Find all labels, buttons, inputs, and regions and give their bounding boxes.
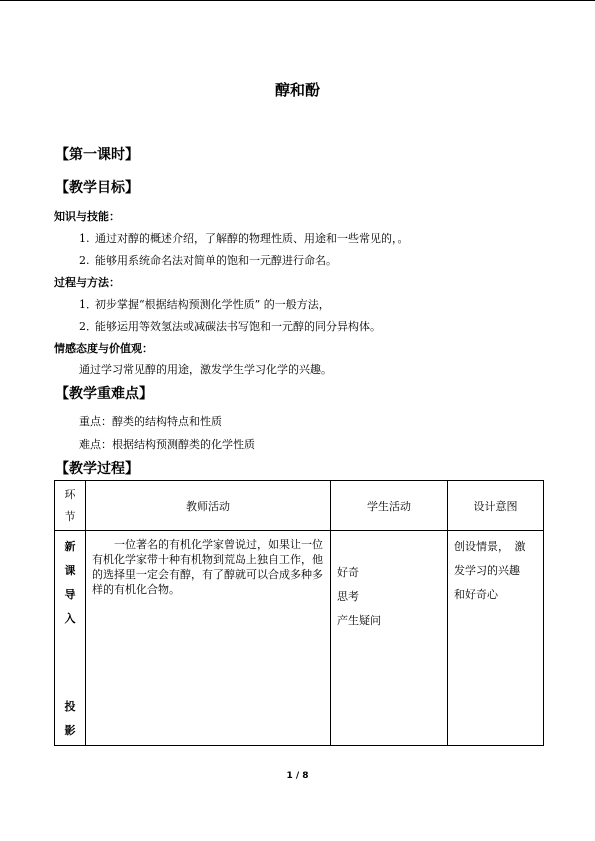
header-design: 设计意图	[448, 481, 544, 531]
item-number: 2.	[79, 254, 90, 267]
item-text: 能够用系统命名法对简单的饱和一元醇进行命名。	[95, 254, 337, 267]
document-title: 醇和酚	[274, 81, 320, 99]
table-row	[55, 531, 544, 746]
knowledge-item	[79, 230, 409, 246]
item-text: 初步掌握“根据结构预测化学性质” 的一般方法，	[95, 298, 330, 311]
env-char: 入	[64, 612, 76, 625]
knowledge-label: 知识与技能：	[54, 210, 120, 223]
table-header-row	[55, 481, 544, 531]
emotion-text: 通过学习常见醇的用途，激发学生学习化学的兴趣。	[79, 363, 332, 376]
item-text: 能够运用等效氢法或减碳法书写饱和一元醇的同分异构体。	[95, 320, 381, 333]
difficulty-text: 难点：根据结构预测醇类的化学性质	[79, 438, 255, 451]
process-item	[79, 296, 330, 312]
focus-text: 重点：醇类的结构特点和性质	[79, 415, 222, 428]
emotion-label: 情感态度与价值观：	[54, 342, 153, 355]
env-char: 课	[64, 564, 76, 577]
env-char: 投	[64, 700, 76, 713]
page-top-rule	[0, 0, 595, 1]
design-intent-line: 创设情景， 激	[454, 540, 526, 553]
student-activity-item: 好奇	[337, 566, 359, 579]
header-env-char: 节	[64, 509, 76, 523]
process-label: 过程与方法：	[54, 276, 120, 289]
student-activity-item: 产生疑问	[337, 614, 381, 627]
objectives-heading: 【教学目标】	[55, 180, 139, 196]
env-cell	[55, 531, 86, 746]
process-item	[79, 318, 381, 334]
design-intent-line: 发学习的兴趣	[454, 564, 520, 577]
student-activity-cell	[331, 531, 448, 746]
design-intent-cell	[448, 531, 544, 746]
header-env-char: 环	[64, 487, 76, 501]
student-activity-item: 思考	[337, 590, 359, 603]
header-teacher: 教师活动	[86, 481, 331, 531]
key-points-heading: 【教学重难点】	[55, 386, 153, 402]
env-char: 导	[64, 588, 76, 601]
knowledge-item	[79, 252, 337, 268]
header-env	[55, 481, 86, 531]
header-student: 学生活动	[331, 481, 448, 531]
lesson-heading: 【第一课时】	[55, 147, 139, 163]
design-intent-line: 和好奇心	[454, 588, 498, 601]
teaching-process-heading: 【教学过程】	[55, 461, 139, 477]
env-char: 影	[64, 724, 76, 737]
item-number: 2．	[79, 320, 97, 333]
item-number: 1.	[79, 232, 90, 245]
env-char: 新	[64, 540, 76, 553]
teacher-activity-cell: 一位著名的有机化学家曾说过，如果让一位有机化学家带十种有机物到荒岛上独自工作，他的选择里一定会有醇，有了醇就可以合成多种多样的有机化合物。	[86, 531, 331, 746]
page-number: 1 / 8	[286, 771, 309, 781]
item-number: 1．	[79, 298, 97, 311]
item-text: 通过对醇的概述介绍，了解醇的物理性质、用途和一些常见的，。	[95, 232, 409, 245]
teaching-process-table	[54, 480, 544, 746]
